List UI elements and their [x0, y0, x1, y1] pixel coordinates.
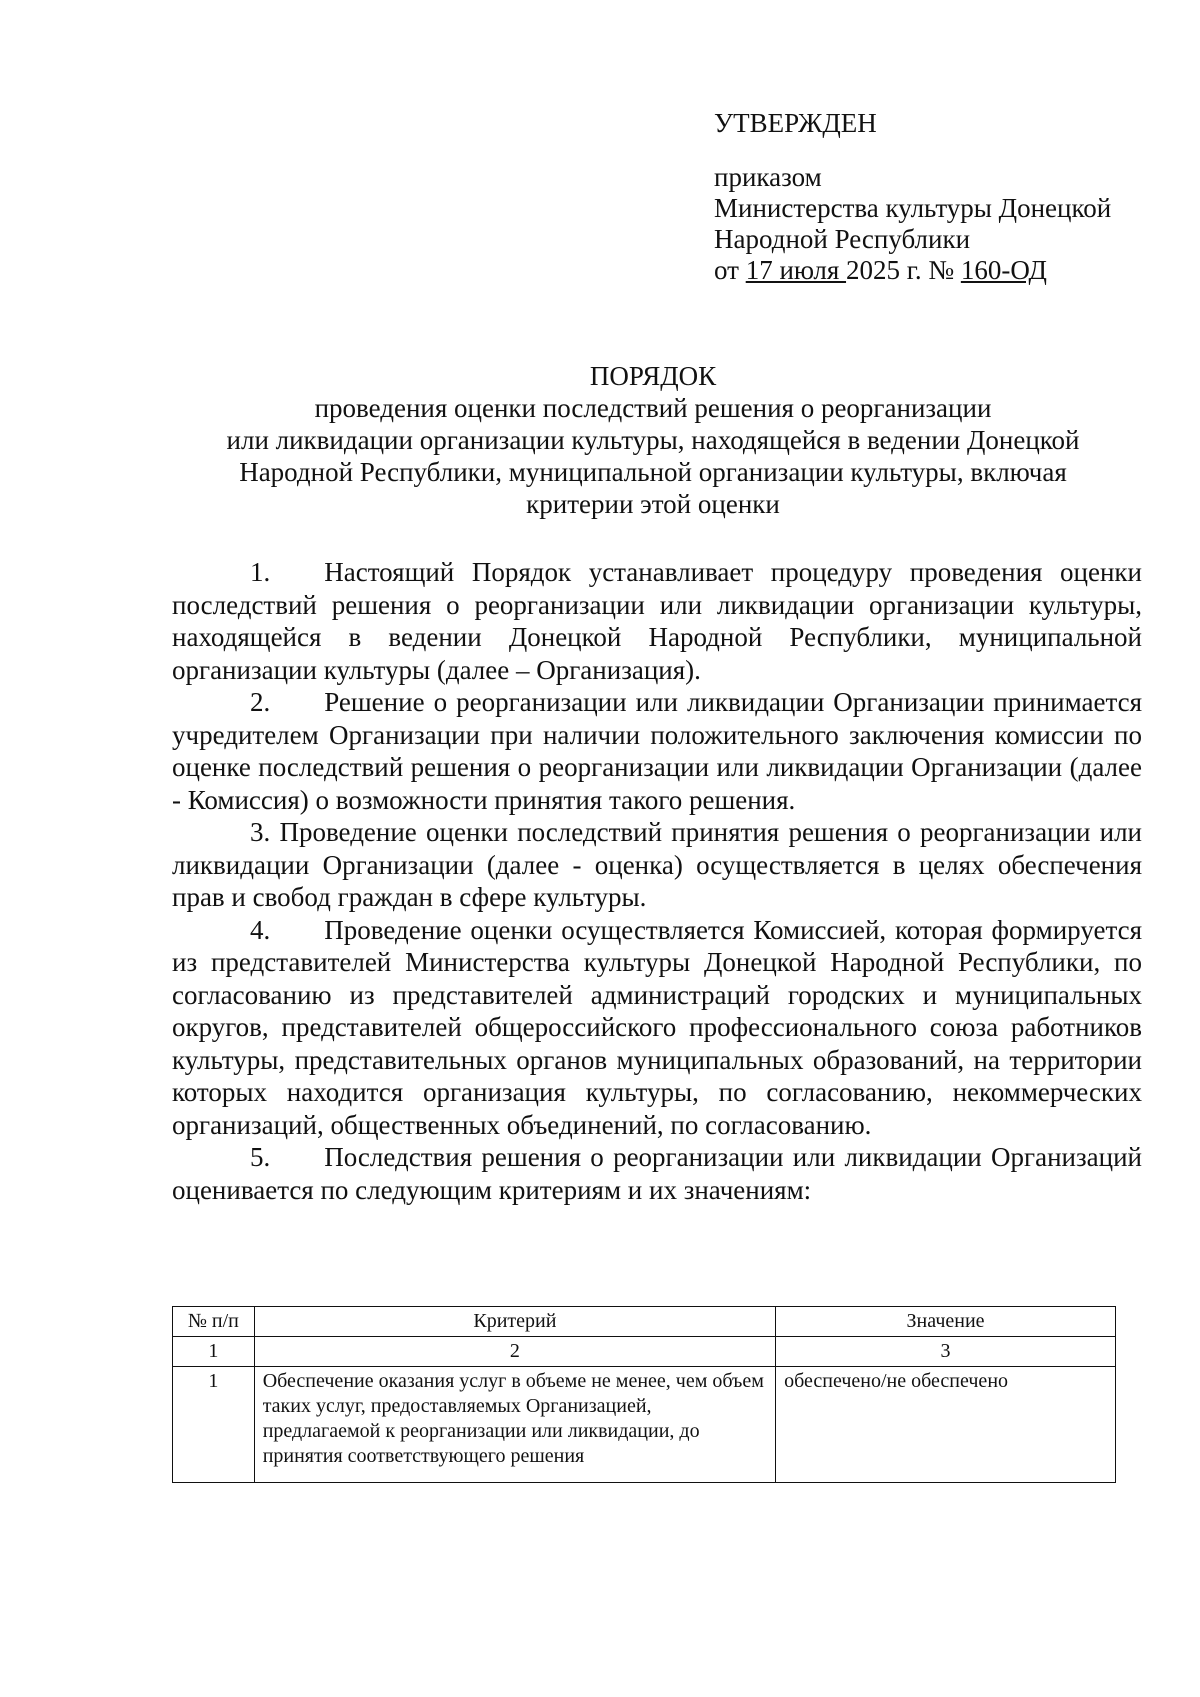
header-number: № п/п	[173, 1307, 255, 1337]
approval-ministry-line1: Министерства культуры Донецкой	[714, 193, 1112, 223]
approval-order-label: приказом	[714, 162, 822, 192]
approval-block	[714, 108, 1174, 286]
approval-ministry-line2: Народной Республики	[714, 224, 971, 254]
title-line-4: критерии этой оценки	[526, 489, 780, 519]
order-number: 160-ОД	[960, 255, 1047, 285]
order-year: 2025 г. №	[846, 255, 961, 285]
col-number-2: 2	[254, 1337, 775, 1367]
approval-date-line	[714, 255, 1174, 286]
document-body	[172, 556, 1142, 1206]
paragraph-2: 2. Решение о реорганизации или ликвидации Организации принимается учредителем Организации при наличии положительного заключения комиссии по оценке последствий решения о реорганизации или ликвидации Организации (далее - Комиссия) о возможности принятия такого решения.	[172, 687, 1142, 815]
header-criterion: Критерий	[254, 1307, 775, 1337]
header-value: Значение	[776, 1307, 1116, 1337]
paragraph-5: 5. Последствия решения о реорганизации или ликвидации Организаций оценивается по следующим критериям и их значениям:	[172, 1142, 1142, 1205]
approval-stamp-title: УТВЕРЖДЕН	[714, 108, 877, 138]
row-criterion: Обеспечение оказания услуг в объеме не менее, чем объем таких услуг, предоставляемых Организацией, предлагаемой к реорганизации или ликвидации, до принятия соответствующего решения	[254, 1367, 775, 1483]
row-value: обеспечено/не обеспечено	[776, 1367, 1116, 1483]
paragraph-3: 3. Проведение оценки последствий принятия решения о реорганизации или ликвидации Организации (далее - оценка) осуществляется в целях обеспечения прав и свобод граждан в сфере культуры.	[172, 817, 1142, 912]
paragraph-1: 1. Настоящий Порядок устанавливает процедуру проведения оценки последствий решения о реорганизации или ликвидации организации культуры, находящейся в ведении Донецкой Народной Республики, муниципальной организации культуры (далее – Организация).	[172, 557, 1142, 685]
title-line-2: или ликвидации организации культуры, находящейся в ведении Донецкой	[226, 425, 1080, 455]
table-header-row	[173, 1307, 1116, 1337]
criteria-table	[172, 1306, 1116, 1483]
document-title	[168, 360, 1138, 520]
order-date: 17 июля	[745, 255, 847, 285]
row-number: 1	[173, 1367, 255, 1483]
col-number-1: 1	[173, 1337, 255, 1367]
col-number-3: 3	[776, 1337, 1116, 1367]
title-heading: ПОРЯДОК	[589, 361, 717, 391]
paragraph-4: 4. Проведение оценки осуществляется Комиссией, которая формируется из представителей Министерства культуры Донецкой Народной Республики, по согласованию из представителей администраций городских и муниципальных округов, представителей общероссийского профессионального союза работников культуры, представительных органов муниципальных образований, на территории которых находится организация культуры, по согласованию, некоммерческих организаций, общественных объединений, по согласованию.	[172, 914, 1142, 1140]
title-line-1: проведения оценки последствий решения о реорганизации	[314, 393, 992, 423]
table-row	[173, 1367, 1116, 1483]
title-line-3: Народной Республики, муниципальной организации культуры, включая	[239, 457, 1067, 487]
table-number-row	[173, 1337, 1116, 1367]
date-prefix: от	[714, 255, 746, 285]
